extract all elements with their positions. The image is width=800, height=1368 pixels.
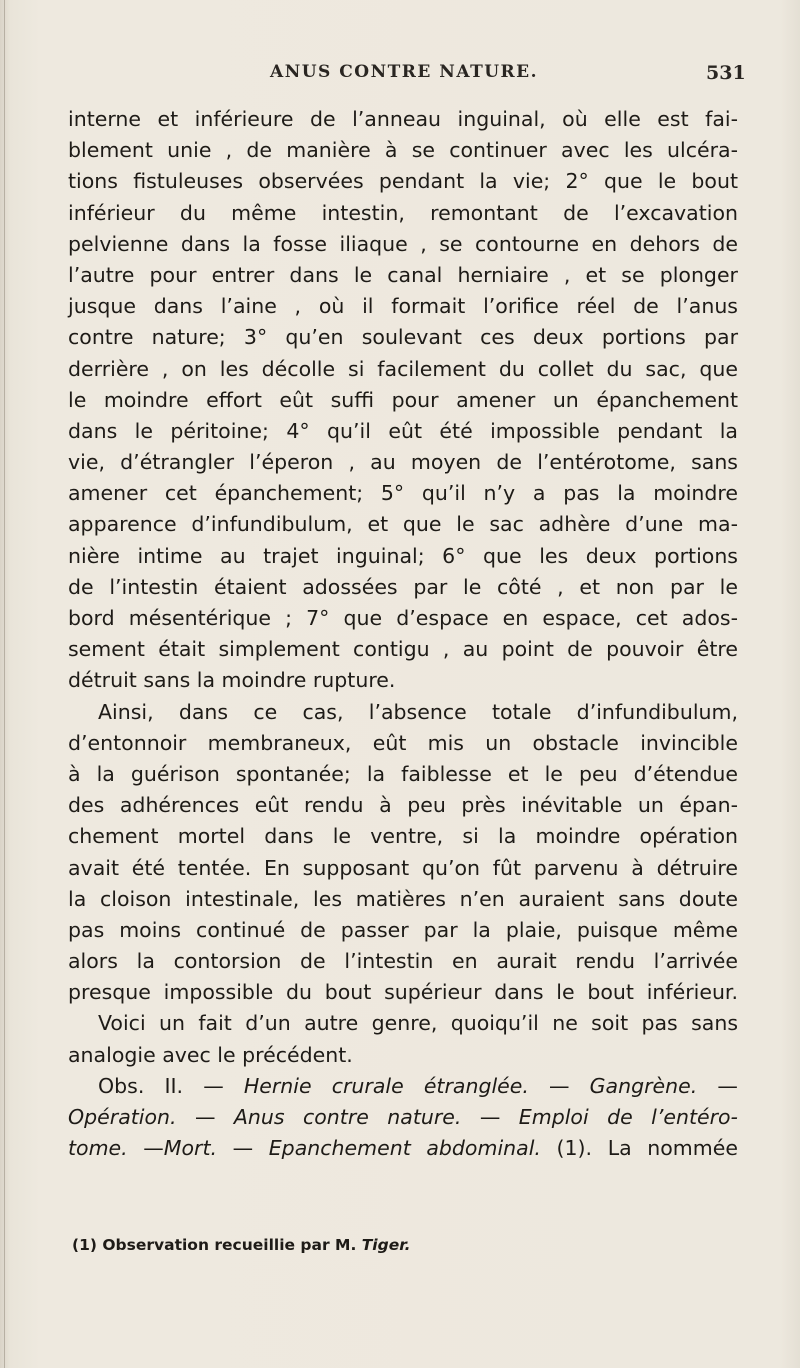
separator-dash: —	[232, 1136, 254, 1161]
text-line: détruit sans la moindre rupture.	[68, 668, 396, 693]
text-line: le moindre effort eût suffi pour amener un épanchement	[68, 387, 738, 412]
text-line: derrière , on les décolle si facilement du collet du sac, que	[68, 356, 738, 381]
text-line: chement mortel dans le ventre, si la moindre opération	[68, 824, 738, 849]
body-text	[68, 104, 738, 1164]
observation-heading-line-1	[68, 1071, 738, 1102]
text-line: interne et inférieure de l’anneau inguinal, où elle est fai-	[68, 107, 738, 131]
text-line: pas moins continué de passer par la plaie, puisque même	[68, 917, 738, 942]
text-line: inférieur du même intestin, remontant de l’excavation	[68, 200, 738, 225]
text-line: la cloison intestinale, les matières n’en auraient sans doute	[68, 886, 738, 911]
observation-title-death: Mort.	[163, 1136, 218, 1161]
text-line: bord mésentérique ; 7° que d’espace en espace, cet ados-	[68, 606, 738, 630]
text-line: sement était simplement contigu , au point de pouvoir être	[68, 637, 738, 662]
separator-dash: —	[549, 1073, 570, 1098]
text-line: des adhérences eût rendu à peu près inévitable un épan-	[68, 793, 738, 818]
observation-title-enterotome: Emploi de l’entéro-	[518, 1105, 738, 1129]
footnote-reference: (1).	[556, 1136, 593, 1161]
separator-dash: —	[143, 1136, 164, 1161]
text-line: apparence d’infundibulum, et que le sac adhère d’une ma-	[68, 512, 738, 537]
observation-label: Obs. II.	[98, 1073, 184, 1098]
observation-title-hernia: Hernie crurale étranglée.	[243, 1073, 529, 1098]
page-header	[0, 62, 800, 92]
text-line: l’autre pour entrer dans le canal herniaire , et se plonger	[68, 262, 738, 287]
observation-title-operation: Opération.	[68, 1105, 177, 1129]
separator-dash: —	[717, 1073, 738, 1098]
observation-heading-line-3	[68, 1133, 738, 1164]
text-line: avait été tentée. En supposant qu’on fût parvenu à détruire	[68, 855, 738, 880]
observation-title-gangrene: Gangrène.	[589, 1073, 698, 1098]
text-line: analogie avec le précédent.	[68, 1042, 353, 1067]
text-line: Ainsi, dans ce cas, l’absence totale d’infundibulum,	[98, 699, 738, 724]
observation-title-anus: Anus contre nature.	[233, 1105, 462, 1129]
running-title: ANUS CONTRE NATURE.	[270, 62, 539, 82]
text-line: vie, d’étrangler l’éperon , au moyen de l’entérotome, sans	[68, 450, 738, 475]
text-line: pelvienne dans la fosse iliaque , se contourne en dehors de	[68, 231, 738, 256]
page-edge	[4, 0, 5, 1368]
text-line: tions fistuleuses observées pendant la vie; 2° que le bout	[68, 169, 738, 194]
footnote-text: (1) Observation recueillie par M.	[72, 1236, 357, 1254]
text-line: alors la contorsion de l’intestin en aurait rendu l’arrivée	[68, 949, 738, 974]
separator-dash: —	[203, 1073, 224, 1098]
separator-dash: —	[194, 1105, 216, 1129]
observation-title-enterotome-cont: tome.	[68, 1136, 128, 1161]
text-line: Voici un fait d’un autre genre, quoiqu’il ne soit pas sans	[98, 1011, 738, 1036]
footnote-author: Tiger.	[361, 1236, 411, 1254]
observation-heading-line-2	[68, 1102, 738, 1133]
text-line: d’entonnoir membraneux, eût mis un obstacle invincible	[68, 730, 738, 755]
page-number: 531	[706, 62, 746, 84]
separator-dash: —	[479, 1105, 501, 1129]
text-line: amener cet épanchement; 5° qu’il n’y a pas la moindre	[68, 481, 738, 506]
text-line: dans le péritoine; 4° qu’il eût été impossible pendant la	[68, 418, 738, 443]
footnote	[72, 1236, 411, 1254]
observation-text-start: La nommée	[607, 1136, 738, 1161]
text-line: presque impossible du bout supérieur dans le bout inférieur.	[68, 980, 738, 1005]
text-line: à la guérison spontanée; la faiblesse et le peu d’étendue	[68, 761, 738, 786]
text-line: jusque dans l’aine , où il formait l’orifice réel de l’anus	[68, 294, 738, 319]
text-line: blement unie , de manière à se continuer avec les ulcéra-	[68, 138, 738, 163]
observation-title-effusion: Epanchement abdominal.	[268, 1136, 541, 1161]
text-line: de l’intestin étaient adossées par le côté , et non par le	[68, 574, 738, 599]
text-line: nière intime au trajet inguinal; 6° que les deux portions	[68, 543, 738, 568]
text-line: contre nature; 3° qu’en soulevant ces deux portions par	[68, 325, 738, 350]
